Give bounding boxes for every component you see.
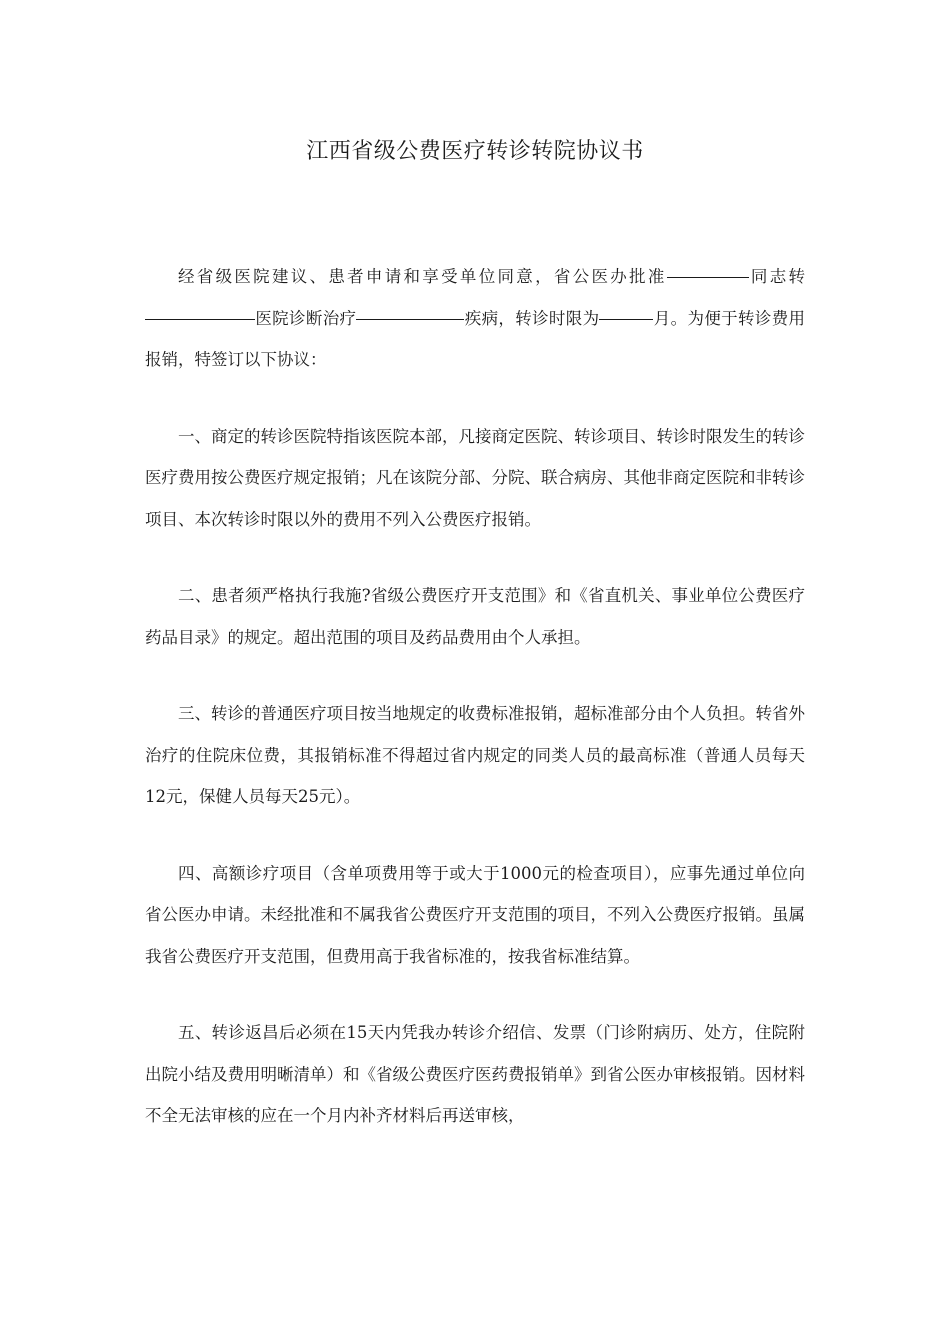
paragraph-gap	[145, 977, 805, 1012]
intro-paragraph	[145, 256, 805, 381]
intro-text-5: 月。为便于转诊费用报销，特签订以下协议：	[145, 308, 806, 369]
paragraph-gap	[145, 818, 805, 853]
duration-blank	[599, 318, 653, 320]
intro-text-4: 疾病，转诊时限为	[464, 308, 600, 328]
paragraph-gap	[145, 658, 805, 693]
paragraph-gap	[145, 381, 805, 416]
paragraph-gap	[145, 540, 805, 575]
document-body	[145, 256, 805, 1137]
clause-2: 二、患者须严格执行我施?省级公费医疗开支范围》和《省直机关、事业单位公费医疗药品目录》的规定。超出范围的项目及药品费用由个人承担。	[145, 586, 805, 647]
disease-blank	[356, 318, 464, 320]
hospital-blank	[145, 318, 255, 320]
intro-text-1: 经省级医院建议、患者申请和享受单位同意，省公医办批准	[178, 267, 667, 286]
clause-5: 五、转诊返昌后必须在15天内凭我办转诊介绍信、发票（门诊附病历、处方，住院附出院小结及费用明晰清单）和《省级公费医疗医药费报销单》到省公医办审核报销。因材料不全无法审核的应在一个月内补齐材料后再送审核，	[145, 1023, 805, 1125]
document-title: 江西省级公费医疗转诊转院协议书	[306, 139, 644, 164]
name-blank	[667, 276, 749, 278]
clause-1: 一、商定的转诊医院特指该医院本部，凡接商定医院、转诊项目、转诊时限发生的转诊医疗费用按公费医疗规定报销；凡在该院分部、分院、联合病房、其他非商定医院和非转诊项目、本次转诊时限以外的费用不列入公费医疗报销。	[145, 426, 805, 529]
clause-3: 三、转诊的普通医疗项目按当地规定的收费标准报销，超标准部分由个人负担。转省外治疗的住院床位费，其报销标准不得超过省内规定的同类人员的最高标准（普通人员每天12元，保健人员每天25元）。	[145, 704, 805, 806]
intro-text-2: 同志转	[748, 267, 806, 286]
clause-4: 四、高额诊疗项目（含单项费用等于或大于1000元的检查项目），应事先通过单位向省公医办申请。未经批准和不属我省公费医疗开支范围的项目，不列入公费医疗报销。虽属我省公费医疗开支范围，但费用高于我省标准的，按我省标准结算。	[145, 863, 805, 966]
intro-text-3: 医院诊断治疗	[255, 308, 357, 328]
